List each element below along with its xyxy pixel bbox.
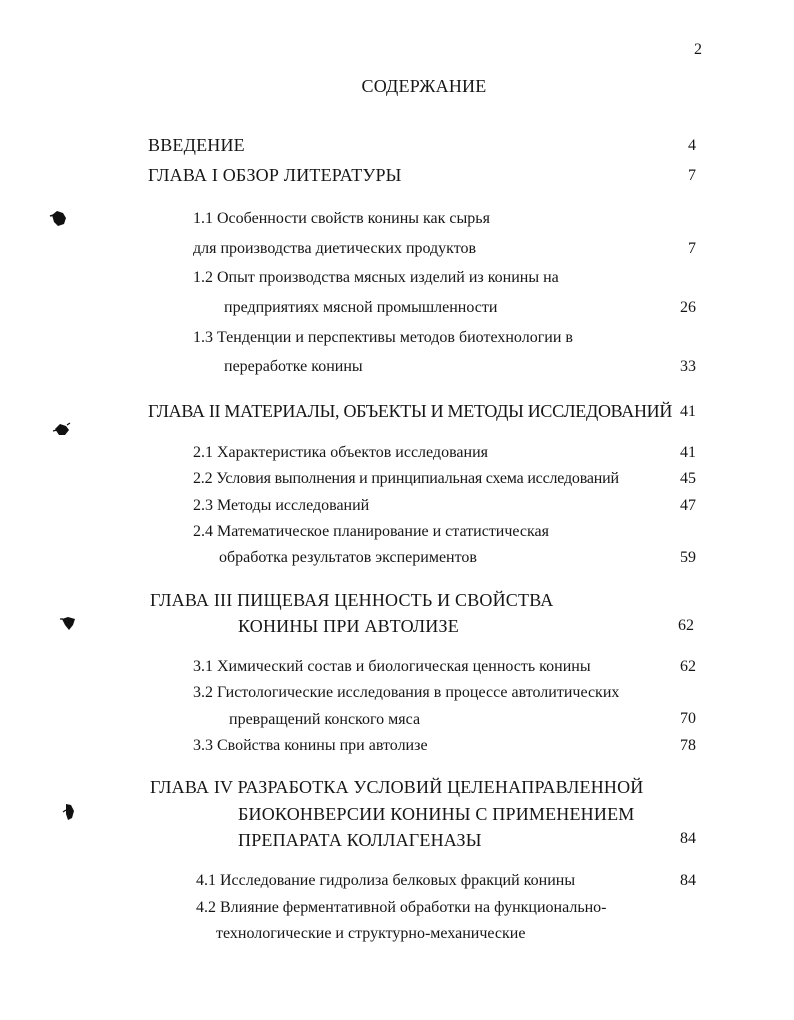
toc-ch2-page: 41 bbox=[680, 403, 696, 420]
toc-1-1-line2: для производства диетических продуктов bbox=[193, 240, 477, 257]
toc-ch4-label-line3: ПРЕПАРАТА КОЛЛАГЕНАЗЫ bbox=[238, 830, 482, 850]
toc-2-1: 2.1 Характеристика объектов исследования bbox=[193, 444, 488, 461]
toc-1-2-page: 26 bbox=[680, 299, 696, 316]
toc-2-4-line2: обработка результатов экспериментов bbox=[219, 549, 477, 566]
toc-1-3-line1: 1.3 Тенденции и перспективы методов биотехнологии в bbox=[193, 329, 573, 346]
binding-hole-mark bbox=[58, 611, 82, 635]
binding-hole-mark bbox=[58, 800, 82, 828]
toc-3-1: 3.1 Химический состав и биологическая ценность конины bbox=[193, 658, 591, 675]
toc-ch3-page: 62 bbox=[678, 617, 694, 634]
toc-1-1-line1: 1.1 Особенности свойств конины как сырья bbox=[193, 210, 490, 227]
toc-intro-page: 4 bbox=[688, 137, 696, 154]
toc-ch4-label-line1: ГЛАВА IV РАЗРАБОТКА УСЛОВИЙ ЦЕЛЕНАПРАВЛЕННОЙ bbox=[150, 777, 644, 797]
toc-1-2-line1: 1.2 Опыт производства мясных изделий из конины на bbox=[193, 269, 559, 286]
toc-ch4-page: 84 bbox=[680, 830, 696, 847]
toc-ch4-label-line2: БИОКОНВЕРСИИ КОНИНЫ С ПРИМЕНЕНИЕМ bbox=[238, 804, 635, 824]
toc-ch2-label: ГЛАВА II МАТЕРИАЛЫ, ОБЪЕКТЫ И МЕТОДЫ ИССЛЕДОВАНИЙ bbox=[148, 401, 673, 421]
toc-3-3: 3.3 Свойства конины при автолизе bbox=[193, 737, 428, 754]
toc-3-2-line2: превращений конского мяса bbox=[229, 711, 421, 728]
binding-hole-mark bbox=[48, 205, 72, 229]
toc-3-1-page: 62 bbox=[680, 658, 696, 675]
toc-2-2: 2.2 Условия выполнения и принципиальная схема исследований bbox=[193, 470, 619, 487]
toc-4-2-line2: технологические и структурно-механические bbox=[216, 925, 526, 942]
toc-1-2-line2: предприятиях мясной промышленности bbox=[224, 299, 498, 316]
page-number: 2 bbox=[694, 41, 702, 58]
toc-1-3-page: 33 bbox=[680, 358, 696, 375]
page-title: СОДЕРЖАНИЕ bbox=[361, 76, 487, 96]
toc-2-2-page: 45 bbox=[680, 470, 696, 487]
toc-2-4-line1: 2.4 Математическое планирование и статистическая bbox=[193, 523, 550, 540]
toc-1-3-line2: переработке конины bbox=[224, 358, 363, 375]
toc-3-2-line1: 3.2 Гистологические исследования в процессе автолитических bbox=[193, 684, 620, 701]
binding-hole-mark bbox=[50, 418, 74, 442]
toc-ch1-label: ГЛАВА I ОБЗОР ЛИТЕРАТУРЫ bbox=[148, 165, 402, 185]
toc-3-3-page: 78 bbox=[680, 737, 696, 754]
toc-2-3-page: 47 bbox=[680, 497, 696, 514]
toc-ch3-label-line1: ГЛАВА III ПИЩЕВАЯ ЦЕННОСТЬ И СВОЙСТВА bbox=[150, 590, 554, 610]
toc-1-1-page: 7 bbox=[688, 240, 696, 257]
toc-4-1: 4.1 Исследование гидролиза белковых фракций конины bbox=[196, 872, 576, 889]
toc-ch1-page: 7 bbox=[688, 167, 696, 184]
toc-ch3-label-line2: КОНИНЫ ПРИ АВТОЛИЗЕ bbox=[238, 616, 459, 636]
toc-2-3: 2.3 Методы исследований bbox=[193, 497, 370, 514]
toc-2-1-page: 41 bbox=[680, 444, 696, 461]
toc-2-4-page: 59 bbox=[680, 549, 696, 566]
toc-4-1-page: 84 bbox=[680, 872, 696, 889]
toc-4-2-line1: 4.2 Влияние ферментативной обработки на функционально- bbox=[196, 899, 607, 916]
toc-3-2-page: 70 bbox=[680, 710, 696, 727]
toc-intro-label: ВВЕДЕНИЕ bbox=[148, 135, 245, 155]
